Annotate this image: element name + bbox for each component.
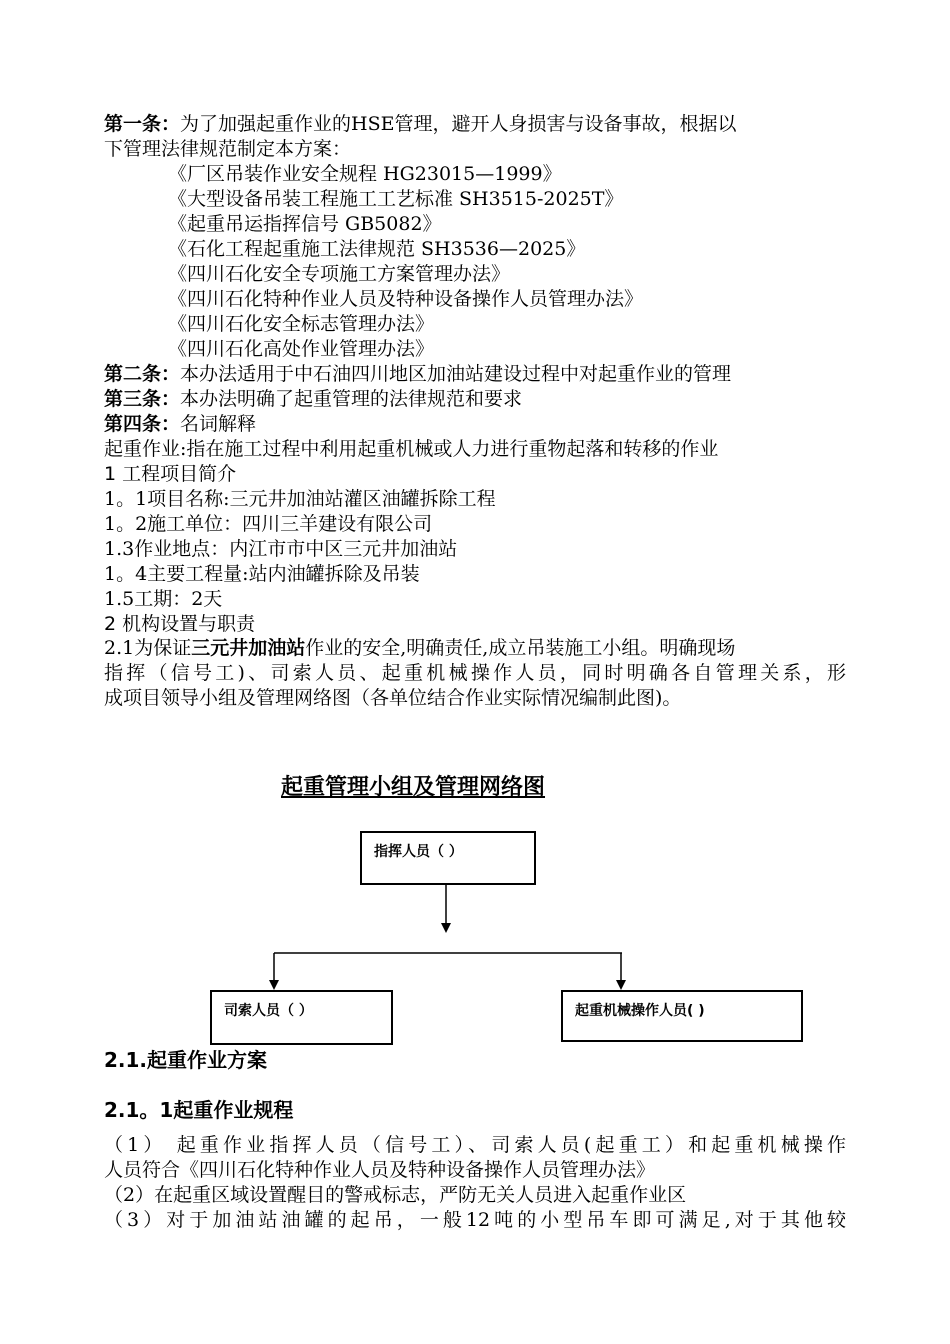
rigger-label: 司索人员（ ） bbox=[224, 1003, 313, 1019]
article-1-continuation: 下管理法律规范制定本方案： bbox=[104, 138, 352, 160]
rule-1-line-1: （1） 起重作业指挥人员（信号工）、司索人员(起重工）和起重机械操作 bbox=[104, 1134, 846, 1156]
regulation-item: 《四川石化特种作业人员及特种设备操作人员管理办法》 bbox=[168, 288, 644, 310]
section-2-1-heading: 2.1.起重作业方案 bbox=[104, 1048, 268, 1072]
rule-2: （2）在起重区域设置醒目的警戒标志，严防无关人员进入起重作业区 bbox=[104, 1184, 687, 1206]
project-item: 1.5工期：2天 bbox=[104, 588, 223, 610]
article-4-label: 第四条： bbox=[104, 413, 181, 435]
section-2-1-1-heading: 2.1。1起重作业规程 bbox=[104, 1098, 294, 1122]
article-4-text: 名词解释 bbox=[180, 413, 257, 435]
para-prefix: 2.1为保证 bbox=[104, 637, 192, 659]
article-3-text: 本办法明确了起重管理的法律规范和要求 bbox=[180, 388, 523, 410]
article-2-label: 第二条： bbox=[104, 363, 181, 385]
regulation-item: 《起重吊运指挥信号 GB5082》 bbox=[168, 213, 442, 235]
section-1-heading: 1 工程项目简介 bbox=[104, 463, 237, 485]
commander-label: 指挥人员（ ） bbox=[374, 844, 463, 860]
regulation-item: 《四川石化高处作业管理办法》 bbox=[168, 338, 435, 360]
section-2-para-line-2: 指挥（信号工)、司索人员、起重机械操作人员，同时明确各自管理关系，形 bbox=[104, 662, 846, 684]
regulation-item: 《石化工程起重施工法律规范 SH3536—2025》 bbox=[168, 238, 586, 260]
commander-box bbox=[360, 831, 536, 885]
org-chart-title: 起重管理小组及管理网络图 bbox=[281, 775, 546, 800]
definition: 起重作业:指在施工过程中利用起重机械或人力进行重物起落和转移的作业 bbox=[104, 438, 719, 460]
regulation-item: 《厂区吊装作业安全规程 HG23015—1999》 bbox=[168, 163, 562, 185]
section-2-para-line-3: 成项目领导小组及管理网络图（各单位结合作业实际情况编制此图)。 bbox=[104, 687, 682, 709]
rigger-box bbox=[210, 990, 393, 1045]
para-rest: 作业的安全,明确责任,成立吊装施工小组。明确现场 bbox=[305, 637, 736, 659]
regulation-item: 《大型设备吊装工程施工工艺标准 SH3515-2025T》 bbox=[168, 188, 624, 210]
crane-operator-box bbox=[561, 990, 803, 1042]
article-3-label: 第三条： bbox=[104, 388, 181, 410]
crane-operator-label: 起重机械操作人员( ) bbox=[575, 1003, 705, 1019]
project-item: 1.3作业地点：内江市市中区三元井加油站 bbox=[104, 538, 458, 560]
project-item: 1。2施工单位：四川三羊建设有限公司 bbox=[104, 513, 433, 535]
section-2-heading: 2 机构设置与职责 bbox=[104, 613, 256, 635]
rule-1-line-2: 人员符合《四川石化特种作业人员及特种设备操作人员管理办法》 bbox=[104, 1159, 656, 1181]
project-item: 1。4主要工程量:站内油罐拆除及吊装 bbox=[104, 563, 420, 585]
article-1-label: 第一条： bbox=[104, 113, 181, 135]
article-2-text: 本办法适用于中石油四川地区加油站建设过程中对起重作业的管理 bbox=[180, 363, 732, 385]
regulation-item: 《四川石化安全标志管理办法》 bbox=[168, 313, 435, 335]
para-bold-site: 三元井加油站 bbox=[191, 637, 306, 659]
rule-3: （3）对于加油站油罐的起吊，一般12吨的小型吊车即可满足,对于其他较 bbox=[104, 1209, 846, 1231]
project-item: 1。1项目名称:三元井加油站灌区油罐拆除工程 bbox=[104, 488, 496, 510]
article-1-text: 为了加强起重作业的HSE管理，避开人身损害与设备事故，根据以 bbox=[180, 113, 737, 135]
regulation-item: 《四川石化安全专项施工方案管理办法》 bbox=[168, 263, 511, 285]
